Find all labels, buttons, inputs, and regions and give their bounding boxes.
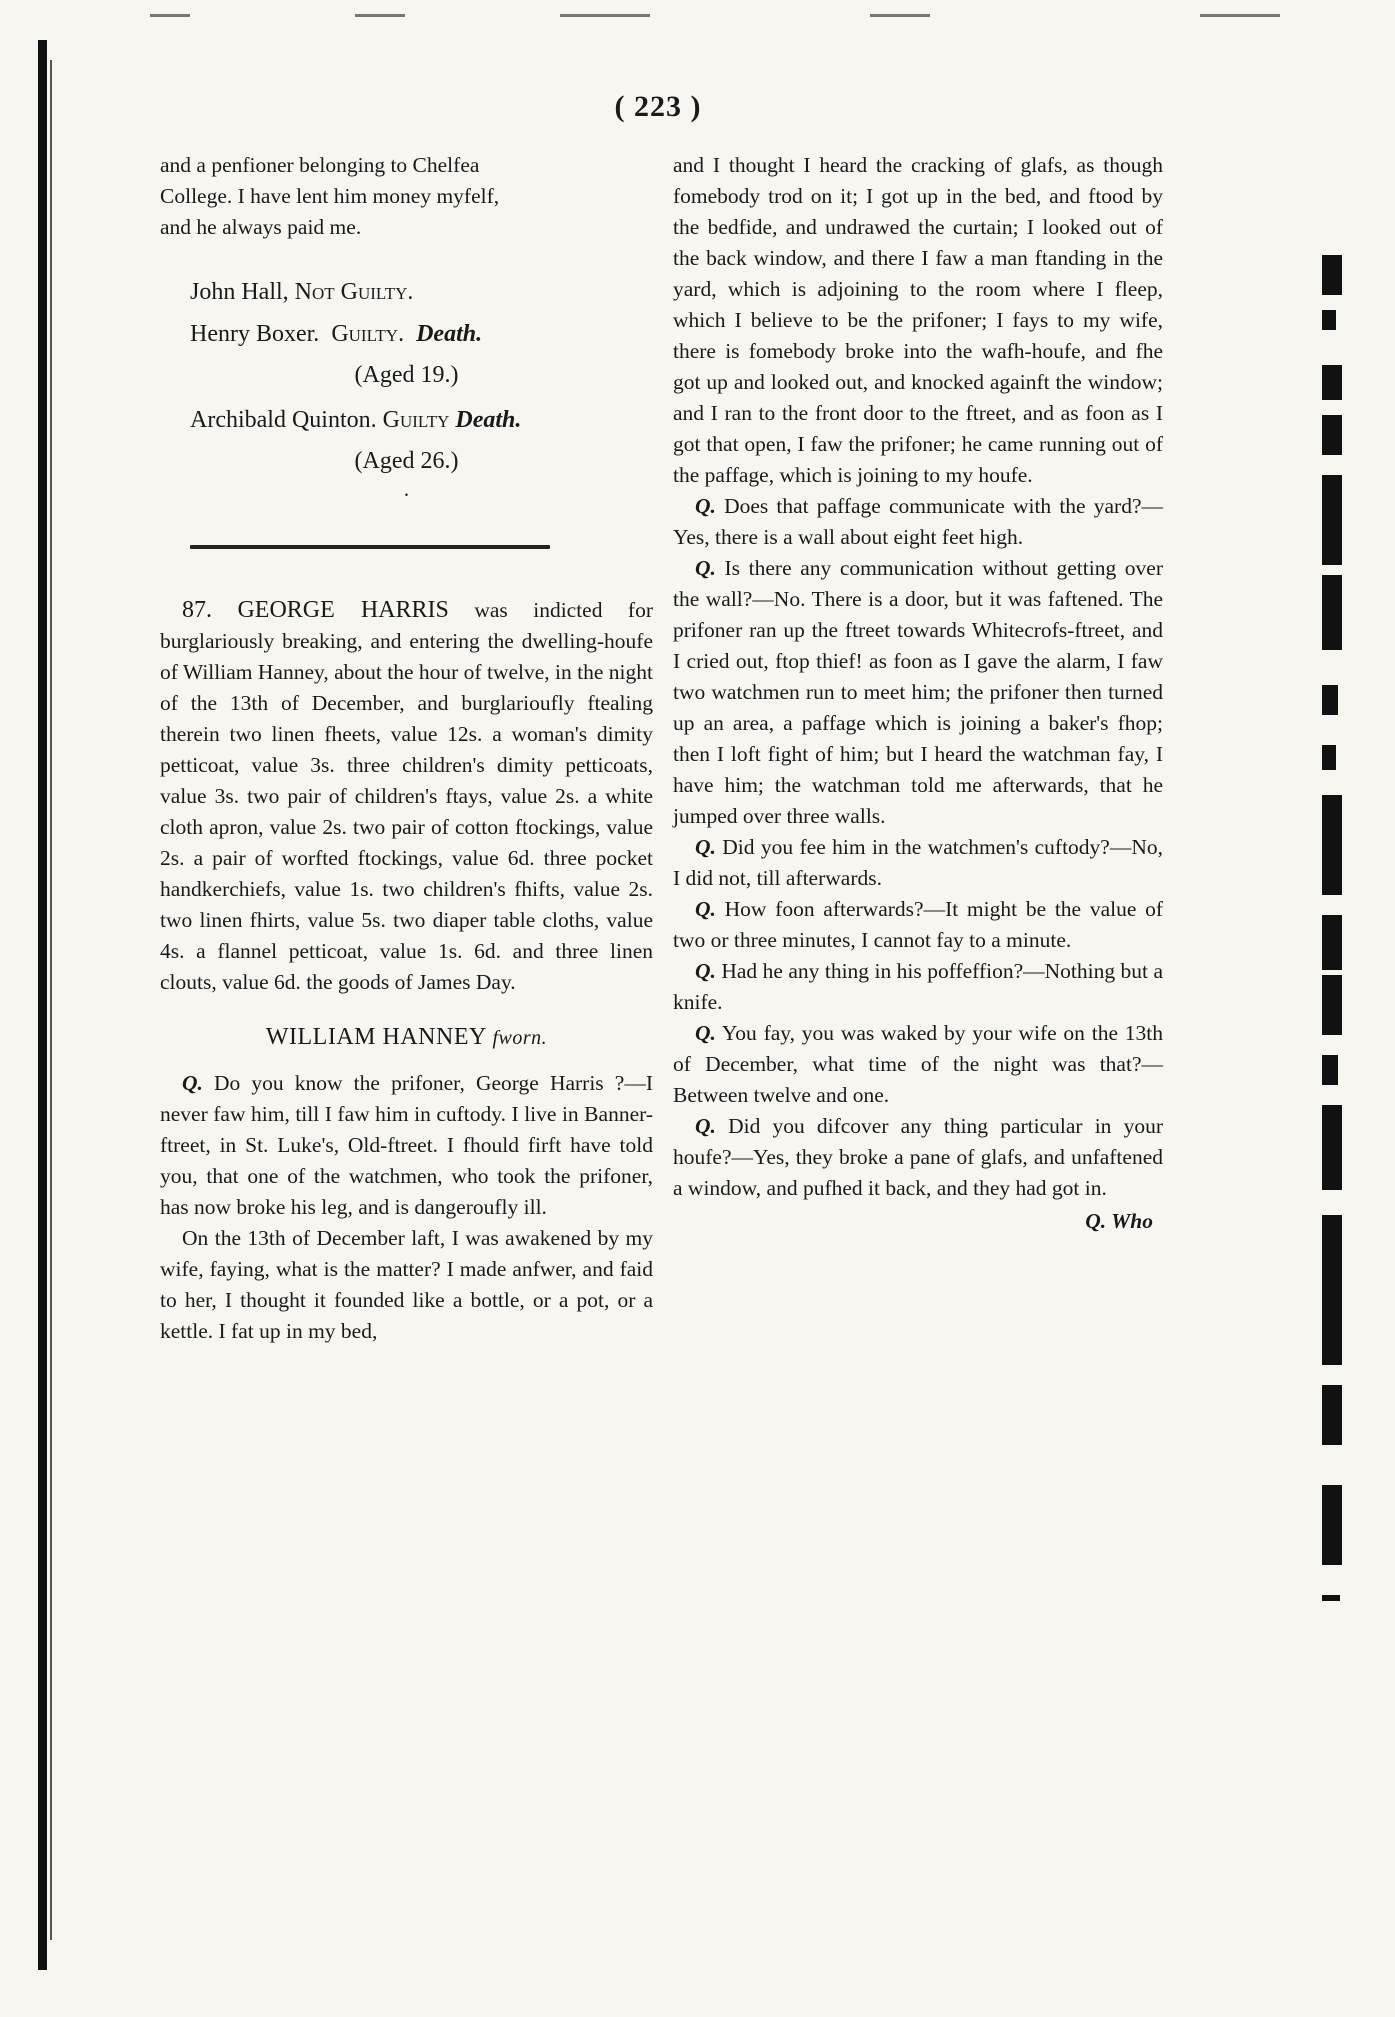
testimony-paragraph: On the 13th of December laft, I was awakened by my wife, faying, what is the matter? I made anfwer, and faid to her, I thought it founded like a bottle, or a pot, or a kettle. I fat up in my bed, <box>160 1226 653 1343</box>
scan-edge-left-line <box>50 60 52 1940</box>
qa-paragraph <box>673 1111 1163 1204</box>
qa-text: Is there any communication without getting over the wall?—No. There is a door, but it was faftened. The prifoner ran up the ftreet towards Whitecrofs-ftreet, and I cried out, ftop thief! as foon as I gave the alarm, I faw two watchmen run to meet him; the prifoner then turned up an area, a paffage which is joining a baker's fhop; then I loft fight of him; but I heard the watchman fay, I have him; the watchman told me afterwards, that he jumped over three walls. <box>673 556 1163 828</box>
scan-gutter-marks <box>1322 255 1348 1675</box>
qa-text: Had he any thing in his poffeffion?—Nothing but a knife. <box>673 959 1164 1014</box>
case-name: GEORGE HARRIS <box>237 597 449 623</box>
question-marker: Q. <box>182 1071 203 1095</box>
verdict-result: Guilty. <box>331 321 405 347</box>
scan-edge-left <box>38 40 47 1970</box>
qa-paragraph <box>673 1018 1163 1111</box>
case-indictment <box>160 595 653 998</box>
witness-name: WILLIAM HANNEY <box>265 1024 486 1050</box>
question-marker: Q. <box>695 494 716 518</box>
intro-line-3: and he always paid me. <box>160 215 362 239</box>
verdict-result: Not Guilty. <box>294 279 414 305</box>
right-column <box>673 150 1163 1237</box>
witness-heading <box>160 1022 653 1054</box>
qa-text: Does that paffage communicate with the yard?—Yes, there is a wall about eight feet high. <box>673 494 1163 549</box>
catchword: Q. Who <box>1085 1209 1153 1233</box>
question-marker: Q. <box>695 835 716 859</box>
case-number: 87. <box>182 597 212 623</box>
qa-paragraph <box>673 832 1163 894</box>
verdict-name: Henry Boxer. <box>190 321 320 347</box>
qa-text: Did you fee him in the watchmen's cuftody?—No, I did not, till afterwards. <box>673 835 1163 890</box>
verdict-john-hall <box>160 271 653 313</box>
qa-paragraph <box>673 491 1163 553</box>
page-number: ( 223 ) <box>614 90 702 123</box>
qa-paragraph <box>673 956 1163 1018</box>
verdict-sentence: Death. <box>455 407 522 433</box>
question-marker: Q. <box>695 1114 716 1138</box>
testimony-text: Do you know the prifoner, George Harris ?—I never faw him, till I faw him in cuftody. I live in Banner-ftreet, in St. Luke's, Old-ftreet. I fhould firft have told you, that one of the watchmen, who took the prifoner, has now broke his leg, and is dangeroufly ill. <box>160 1071 653 1219</box>
section-rule <box>190 545 550 549</box>
intro-line-2: College. I have lent him money myfelf, <box>160 184 500 208</box>
qa-paragraph <box>673 894 1163 956</box>
verdict-result: Guilty <box>382 407 450 433</box>
question-marker: Q. <box>695 897 716 921</box>
qa-text: Did you difcover any thing particular in your houfe?—Yes, they broke a pane of glafs, and unfaftened a window, and pufhed it back, and they had got in. <box>673 1114 1163 1200</box>
verdict-age: (Aged 26.) <box>354 448 459 474</box>
qa-text: You fay, you was waked by your wife on the 13th of December, what time of the night was that?—Between twelve and one. <box>673 1021 1163 1107</box>
verdict-name: John Hall, <box>190 279 289 305</box>
left-column <box>160 150 653 1347</box>
verdict-name: Archibald Quinton. <box>190 407 377 433</box>
question-marker: Q. <box>695 959 716 983</box>
verdict-archibald-quinton <box>160 399 653 441</box>
question-marker: Q. <box>695 556 716 580</box>
witness-sworn: fworn. <box>492 1027 548 1049</box>
verdict-age: (Aged 19.) <box>354 362 459 388</box>
testimony-continuation: and I thought I heard the cracking of glafs, as though fomebody trod on it; I got up in the bed, and ftood by the bedfide, and undrawed the curtain; I looked out of the back window, and there I faw a man ftanding in the yard, which is adjoining to the room where I fleep, which I believe to be the prifoner; I fays to my wife, there is fomebody broke into the wafh-houfe, and fhe got up and looked out, and knocked againft the window; and I ran to the front door to the ftreet, and as foon as I got that open, I faw the prifoner; he came running out of the paffage, which is joining to my houfe. <box>673 153 1163 487</box>
qa-paragraph <box>673 553 1163 832</box>
ornament-dot: · <box>402 483 411 507</box>
question-marker: Q. <box>695 1021 716 1045</box>
verdict-sentence: Death. <box>416 321 483 347</box>
indictment-text: was indicted for burglariously breaking, and entering the dwelling-houfe of William Hanney, about the hour of twelve, in the night of the 13th of December, and burglarioufly ftealing therein two linen fheets, value 12s. a woman's dimity petticoat, value 3s. three children's dimity petticoats, value 3s. two pair of children's ftays, value 2s. a white cloth apron, value 2s. two pair of cotton ftockings, value 2s. a pair of worfted ftockings, value 6d. three pocket handkerchiefs, value 1s. two children's fhifts, value 2s. two linen fhirts, value 5s. two diaper table cloths, value 4s. a flannel petticoat, value 1s. 6d. and three linen clouts, value 6d. the goods of James Day. <box>160 598 653 994</box>
scan-top-noise <box>0 10 1395 24</box>
verdict-henry-boxer <box>160 313 653 355</box>
qa-text: How foon afterwards?—It might be the value of two or three minutes, I cannot fay to a minute. <box>673 897 1164 952</box>
intro-line-1: and a penfioner belonging to Chelfea <box>160 153 480 177</box>
testimony-paragraph <box>160 1068 653 1223</box>
